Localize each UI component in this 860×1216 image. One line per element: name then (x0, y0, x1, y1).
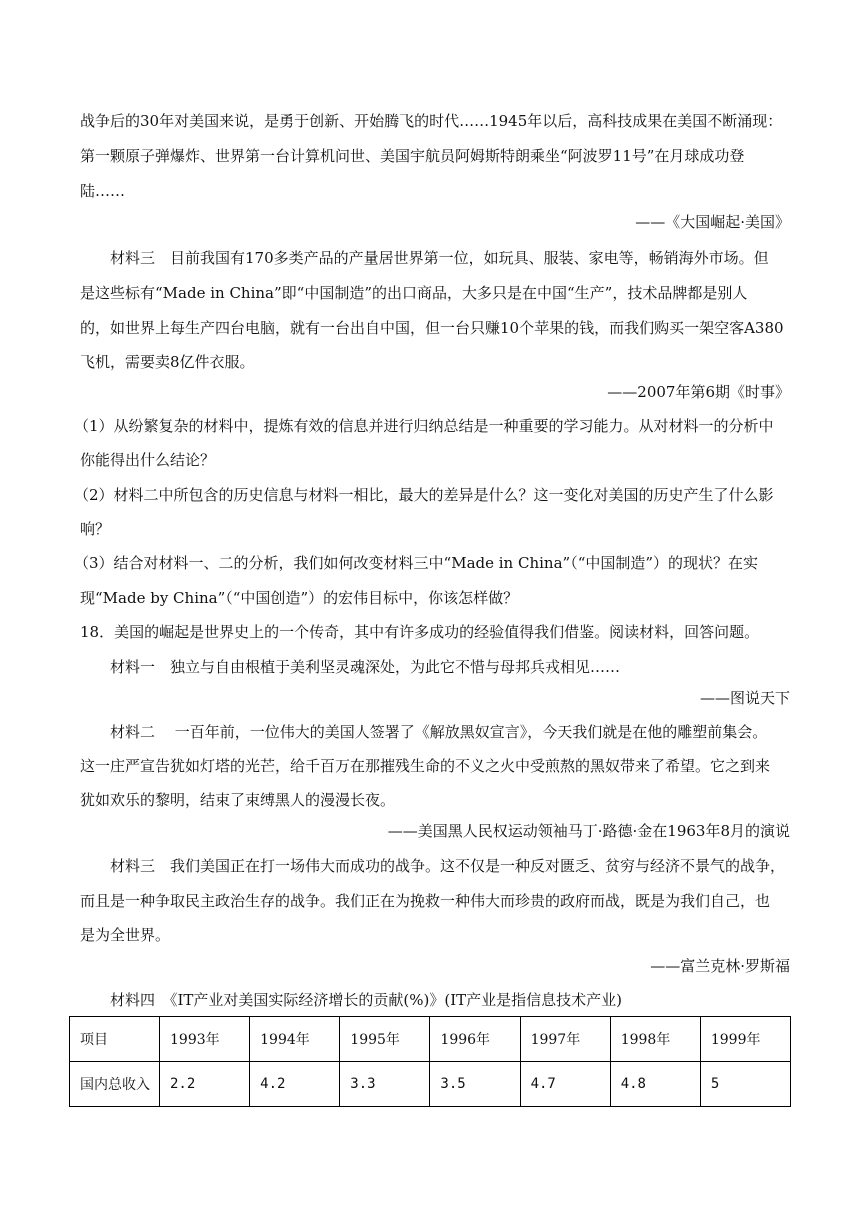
question-18: 18．美国的崛起是世界史上的一个传奇，其中有许多成功的经验值得我们借鉴。阅读材料，回答问题。 (80, 623, 760, 641)
paragraph-line: 陆…… (80, 182, 126, 200)
question-2-cont: 响？ (80, 520, 111, 538)
material-three-line: 是这些标有“Made in China”即“中国制造”的出口商品，大多只是在中国“生产”，技术品牌都是别人 (80, 284, 748, 302)
material-three-line: 材料三 目前我国有170多类产品的产量居世界第一位，如玩具、服装、家电等，畅销海外市场。但 (110, 249, 769, 267)
question-1: （1）从纷繁复杂的材料中，提炼有效的信息并进行归纳总结是一种重要的学习能力。从对材料一的分析中 (74, 417, 774, 435)
table-cell: 2.2 (160, 1062, 250, 1107)
question-3-cont: 现“Made by China”（“中国创造”）的宏伟目标中，你该怎样做？ (80, 589, 519, 607)
table-header-cell: 1998年 (610, 1017, 700, 1062)
table-cell: 5 (700, 1062, 790, 1107)
table-header-cell: 1999年 (700, 1017, 790, 1062)
source-citation: ——美国黑人民权运动领袖马丁·路德·金在1963年8月的演说 (387, 822, 790, 840)
table-header-row (70, 1017, 791, 1062)
material-four-caption: 材料四 《IT产业对美国实际经济增长的贡献(%)》(IT产业是指信息技术产业) (110, 991, 623, 1009)
table-cell: 4.2 (250, 1062, 340, 1107)
paragraph-line: 第一颗原子弹爆炸、世界第一台计算机问世、美国宇航员阿姆斯特朗乘坐“阿波罗11号”在月球成功登 (80, 147, 745, 165)
material-one: 材料一 独立与自由根植于美利坚灵魂深处，为此它不惜与母邦兵戎相见…… (110, 658, 621, 676)
material-two-line: 材料二 一百年前，一位伟大的美国人签署了《解放黑奴宣言》，今天我们就是在他的雕塑前集会。 (110, 723, 768, 741)
table-row (70, 1062, 791, 1107)
material-three-line: 是为全世界。 (80, 926, 171, 944)
material-two-line: 这一庄严宣告犹如灯塔的光芒，给千百万在那摧残生命的不义之火中受煎熬的黑奴带来了希望。它之到来 (80, 757, 771, 775)
source-citation: ——富兰克林·罗斯福 (650, 957, 790, 975)
table-header-cell: 1993年 (160, 1017, 250, 1062)
source-citation: ——2007年第6期《时事》 (607, 383, 790, 401)
table-cell: 3.3 (340, 1062, 430, 1107)
table-row-label: 国内总收入 (70, 1062, 160, 1107)
material-two-line: 犹如欢乐的黎明，结束了束缚黑人的漫漫长夜。 (80, 791, 396, 809)
it-contribution-table (69, 1016, 791, 1107)
question-2: （2）材料二中所包含的历史信息与材料一相比，最大的差异是什么？这一变化对美国的历史产生了什么影 (74, 486, 774, 504)
question-1-cont: 你能得出什么结论？ (80, 451, 216, 469)
material-three-line: 而且是一种争取民主政治生存的战争。我们正在为挽救一种伟大而珍贵的政府而战，既是为我们自己，也 (80, 892, 771, 910)
table-cell: 4.7 (520, 1062, 610, 1107)
table-cell: 3.5 (430, 1062, 520, 1107)
material-three-line: 的，如世界上每生产四台电脑，就有一台出自中国，但一台只赚10个苹果的钱，而我们购买一架空客A380 (80, 319, 784, 337)
material-three-line: 飞机，需要卖8亿件衣服。 (80, 353, 255, 371)
question-3: （3）结合对材料一、二的分析，我们如何改变材料三中“Made in China”（“中国制造”）的现状？在实 (74, 554, 759, 572)
table-header-cell: 1994年 (250, 1017, 340, 1062)
table-header-cell: 项目 (70, 1017, 160, 1062)
table-header-cell: 1996年 (430, 1017, 520, 1062)
paragraph-line: 战争后的30年对美国来说，是勇于创新、开始腾飞的时代……1945年以后，高科技成果在美国不断涌现： (80, 112, 783, 130)
table-header-cell: 1995年 (340, 1017, 430, 1062)
source-citation: ——《大国崛起·美国》 (635, 213, 790, 231)
table-cell: 4.8 (610, 1062, 700, 1107)
source-citation: ——图说天下 (699, 689, 790, 707)
material-three-line: 材料三 我们美国正在打一场伟大而成功的战争。这不仅是一种反对匮乏、贫穷与经济不景气的战争， (110, 857, 786, 875)
table-header-cell: 1997年 (520, 1017, 610, 1062)
